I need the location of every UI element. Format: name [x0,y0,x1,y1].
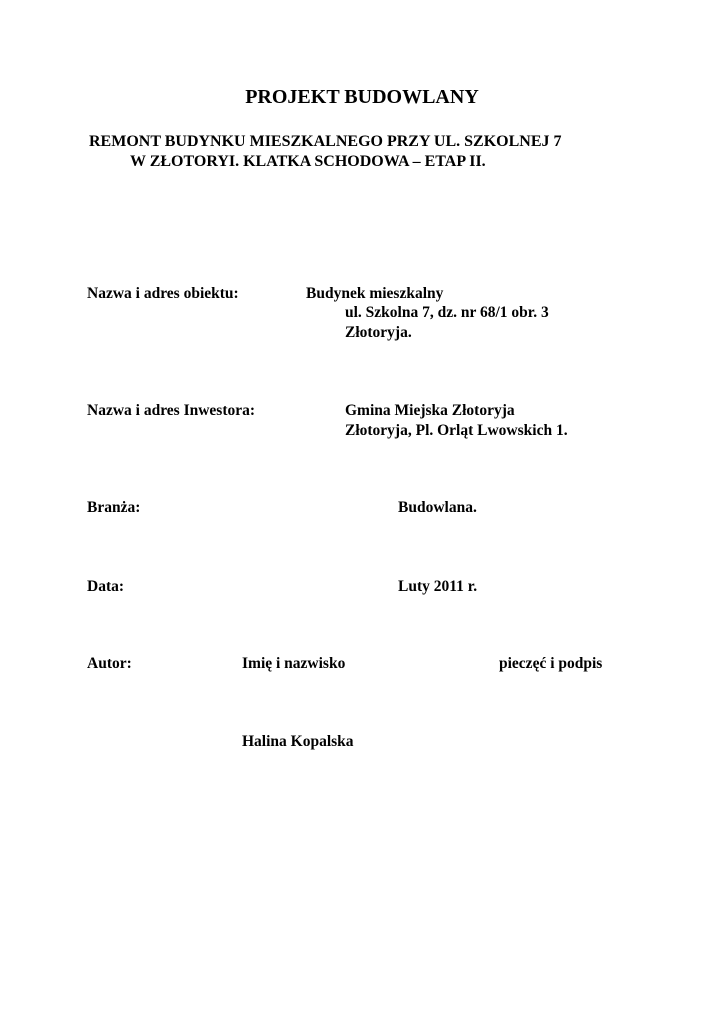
branch-label: Branża: [87,499,141,516]
object-line-2: ul. Szkolna 7, dz. nr 68/1 obr. 3 [345,304,549,321]
branch-value: Budowlana. [398,499,477,516]
date-label: Data: [87,578,125,595]
object-label: Nazwa i adres obiektu: [87,285,239,302]
author-label: Autor: [87,655,132,672]
subtitle-line-2: W ZŁOTORYI. KLATKA SCHODOWA – ETAP II. [130,153,486,170]
investor-line-1: Gmina Miejska Złotoryja [345,402,515,419]
document-title: PROJEKT BUDOWLANY [245,86,479,108]
author-name: Halina Kopalska [242,733,354,750]
author-name-header: Imię i nazwisko [242,655,346,672]
subtitle-line-1: REMONT BUDYNKU MIESZKALNEGO PRZY UL. SZKOLNEJ 7 [89,133,562,150]
object-line-3: Złotoryja. [345,324,412,341]
author-stamp-header: pieczęć i podpis [499,655,603,672]
date-value: Luty 2011 r. [398,578,478,595]
investor-label: Nazwa i adres Inwestora: [87,402,256,419]
investor-line-2: Złotoryja, Pl. Orląt Lwowskich 1. [345,422,568,439]
object-line-1: Budynek mieszkalny [306,285,444,302]
